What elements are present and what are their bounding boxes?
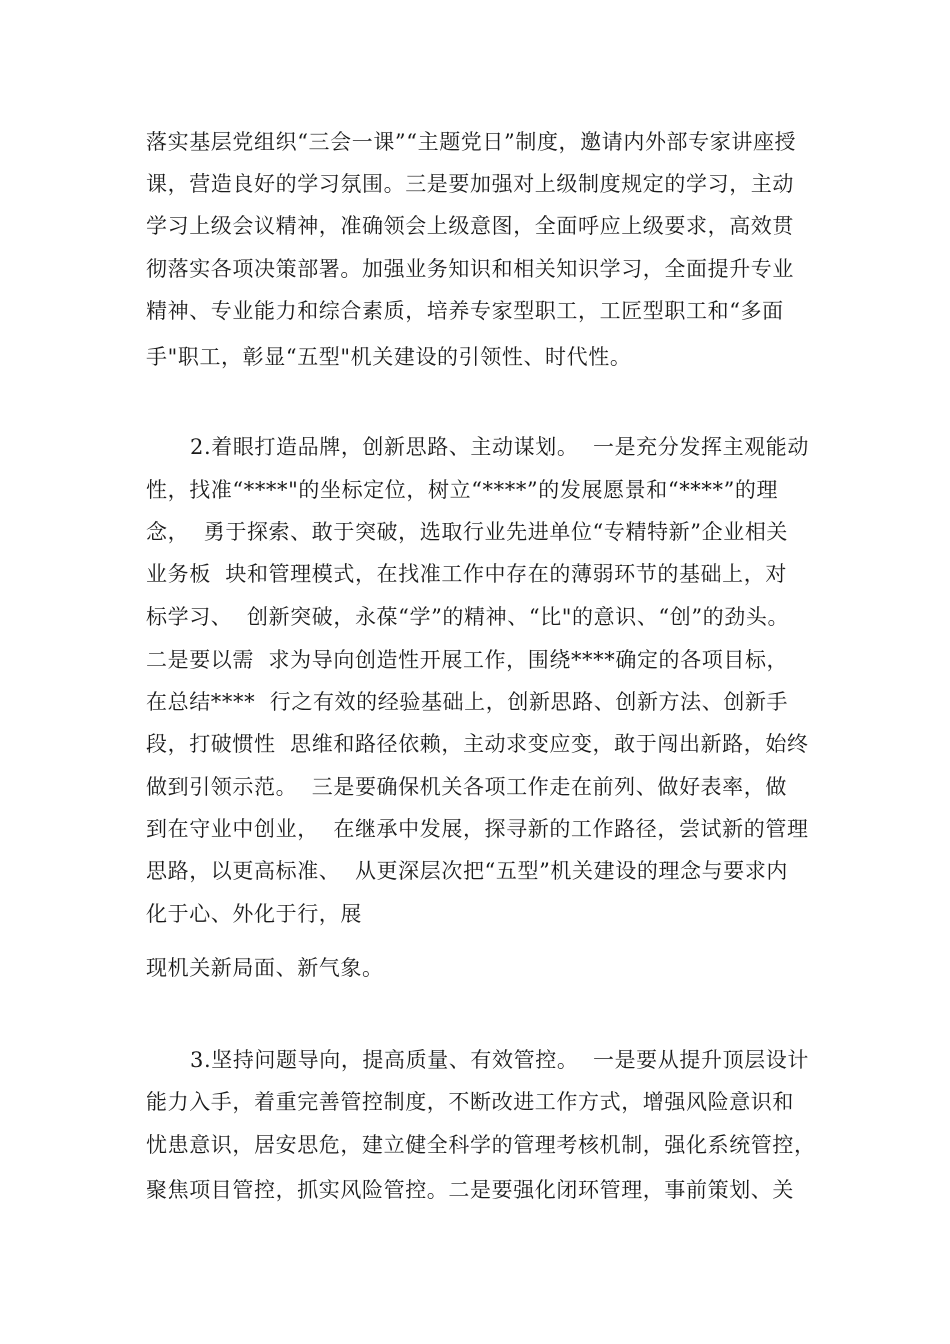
text-line: 聚焦项目管控，抓实风险管控。二是要强化闭环管理，事前策划、关 <box>146 1178 794 1202</box>
text-line: 业务板 块和管理模式，在找准工作中存在的薄弱环节的基础上，对 <box>146 562 787 586</box>
text-line: 学习上级会议精神，准确领会上级意图，全面呼应上级要求，高效贯 <box>146 214 794 238</box>
text-line: 彻落实各项决策部署。加强业务知识和相关知识学习，全面提升专业 <box>146 257 794 281</box>
section-heading-3: 3.坚持问题导向，提高质量、有效管控。 一是要从提升顶层设计 <box>190 1048 809 1072</box>
text-line: 能力入手，着重完善管控制度，不断改进工作方式，增强风险意识和 <box>146 1090 794 1114</box>
text-line: 到在守业中创业， 在继承中发展，探寻新的工作路径，尝试新的管理 <box>146 817 809 841</box>
text-line: 课，营造良好的学习氛围。三是要加强对上级制度规定的学习，主动 <box>146 172 794 196</box>
text-line: 落实基层党组织“三会一课”“主题党日”制度，邀请内外部专家讲座授 <box>146 130 797 154</box>
text-line: 化于心、外化于行，展 <box>146 902 362 926</box>
text-line: 做到引领示范。 三是要确保机关各项工作走在前列、做好表率，做 <box>146 775 787 799</box>
text-line: 手"职工，彰显“五型"机关建设的引领性、时代性。 <box>146 345 632 369</box>
text-line: 性，找准“****"的坐标定位，树立“****”的发展愿景和“****”的理 <box>146 478 779 502</box>
text-line: 思路，以更高标准、 从更深层次把“五型”机关建设的理念与要求内 <box>146 859 789 883</box>
text-line: 在总结**** 行之有效的经验基础上，创新思路、创新方法、创新手 <box>146 690 789 714</box>
text-line: 忧患意识，居安思危，建立健全科学的管理考核机制，强化系统管控， <box>146 1133 816 1157</box>
text-line: 念， 勇于探索、敢于突破，选取行业先进单位“专精特新”企业相关 <box>146 520 789 544</box>
section-heading-2: 2.着眼打造品牌，创新思路、主动谋划。 一是充分发挥主观能动 <box>190 435 809 459</box>
text-line: 段，打破惯性 思维和路径依赖，主动求变应变，敢于闯出新路，始终 <box>146 732 809 756</box>
text-line: 标学习、 创新突破，永葆“学”的精神、“比"的意识、“创”的劲头。 <box>146 605 790 629</box>
text-line: 二是要以需 求为导向创造性开展工作，围绕****确定的各项目标， <box>146 648 789 672</box>
text-line: 精神、专业能力和综合素质，培养专家型职工，工匠型职工和“多面 <box>146 299 784 323</box>
text-line: 现机关新局面、新气象。 <box>146 956 384 980</box>
